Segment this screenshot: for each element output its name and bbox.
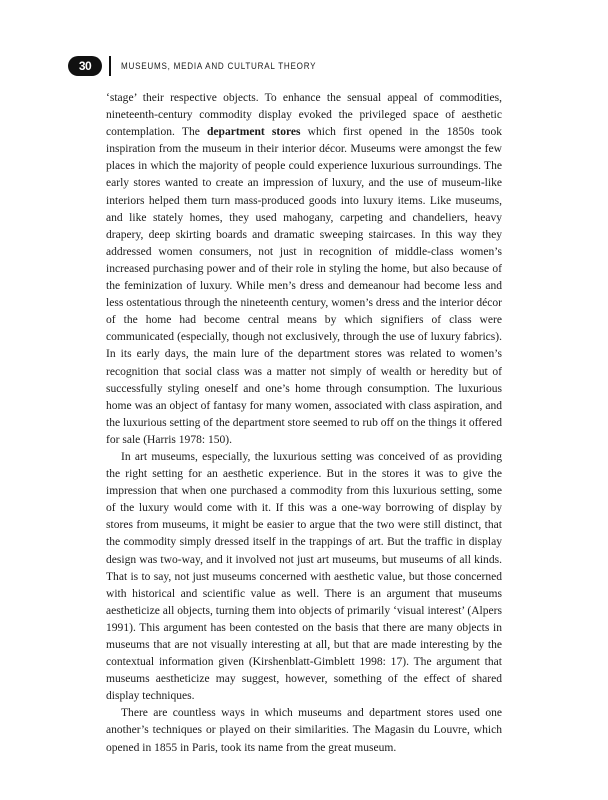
key-term-department-stores: department stores <box>207 126 301 139</box>
paragraph-1-text-start: ‘stage’ their respective objects. To enhance the sensual appeal of commodities, nineteenth-century commodity display evoked the privileged space of aesthetic contemplation. The <box>106 92 502 139</box>
paragraph-1 <box>106 90 502 449</box>
body-text <box>106 90 502 757</box>
running-header <box>68 55 351 77</box>
page-number: 30 <box>68 56 102 76</box>
paragraph-1-text-end: which first opened in the 1850s took inspiration from the museum in their interior décor. Museums were amongst the few places in which the majority of people could experience luxurious surroundings. The early stores wanted to create an impression of luxury, and the use of museum-like interiors helped them turn mass-produced goods into luxury items. Like museums, and like stately homes, they used mahogany, carpeting and chandeliers, heavy drapery, deep skirting boards and dramatic sweeping staircases. In this way they addressed women consumers, not just in recognition of middle-class women’s increased purchasing power and of their role in styling the home, but also because of the feminization of luxury. While men’s dress and demeanour had become less and less ostentatious through the nineteenth century, women’s dress and the interior décor of the home had become central means by which signifiers of class were communicated (especially, though not exclusively, through the use of luxury fabrics). In its early days, the main lure of the department stores was related to women’s recognition that social class was a matter not simply of wealth or heredity but of successfully styling oneself and one’s home through consumption. The luxurious home was an object of fantasy for many women, associated with class aspiration, and the luxurious setting of the department store seemed to rub off on the things it offered for sale (Harris 1978: 150). <box>106 126 502 446</box>
running-head-title: MUSEUMS, MEDIA AND CULTURAL THEORY <box>121 60 317 72</box>
paragraph-2: In art museums, especially, the luxurious setting was conceived of as providing the right setting for an aesthetic experience. But in the stores it was to give the impression that when one purchased a commodity from this luxurious setting, some of the luxury would come with it. If this was a one-way borrowing of display by stores from museums, it might be easier to argue that the two were still distinct, that the commodity simply dressed itself in the trappings of art. But the traffic in display design was two-way, and it involved not just art museums, but museums of all kinds. That is to say, not just museums concerned with aesthetic value, but those concerned with historical and scientific value as well. There is an argument that museums aestheticize all objects, turning them into objects of primarily ‘visual interest’ (Alpers 1991). This argument has been contested on the basis that there are many objects in museums that are not visually interesting at all, but that are made interesting by the contextual information given (Kirshenblatt-Gimblett 1998: 17). The argument that museums aestheticize may suggest, however, something of the effect of shared display techniques. <box>106 450 502 703</box>
header-divider <box>109 56 111 76</box>
paragraph-3: There are countless ways in which museums and department stores used one another’s techniques or played on their similarities. The Magasin du Louvre, which opened in 1855 in Paris, took its name from the great museum. <box>106 707 502 754</box>
